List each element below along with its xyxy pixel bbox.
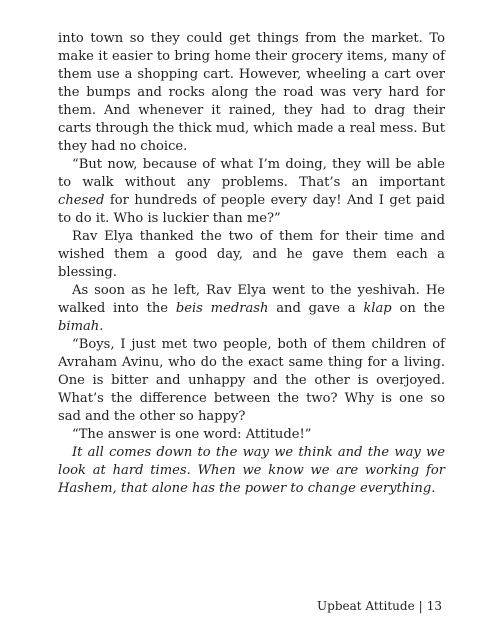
italic-term-bimah: bimah <box>58 319 100 334</box>
text-segment: “The answer is one word: Attitude!” <box>72 427 312 442</box>
text-segment: and gave a <box>268 301 364 316</box>
page-number: 13 <box>426 599 442 613</box>
text-segment: . <box>99 319 104 334</box>
text-segment: As soon as he left, Rav Elya went to the yeshivah. He walked into the <box>58 283 445 316</box>
paragraph-answer-attitude <box>58 426 445 444</box>
paragraph-closing-lesson <box>58 444 445 498</box>
body-text <box>58 30 445 498</box>
italic-term-beis-medrash: beis medrash <box>175 301 269 316</box>
text-segment: Rav Elya thanked the two of them for their time and wished them a good day, and he gave them each a blessing. <box>58 229 445 280</box>
text-segment: “Boys, I just met two people, both of them children of Avraham Avinu, who do the exact same thing for a living. One is bitter and unhappy and the other is overjoyed. What’s the difference between the two? Why is one so sad and the other so happy? <box>58 337 445 424</box>
paragraph-yeshivah <box>58 282 445 336</box>
paragraph-boys-speech <box>58 336 445 426</box>
italic-term-klap: klap <box>363 301 392 316</box>
text-segment: into town so they could get things from the market. To make it easier to bring home their grocery items, many of them use a shopping cart. However, wheeling a cart over the bumps and rocks along the road was very hard for them. And whenever it rained, they had to drag their carts through the thick mud, which made a real mess. But they had no choice. <box>58 31 445 154</box>
paragraph-market-cart <box>58 30 445 156</box>
text-segment: “But now, because of what I’m doing, they will be able to walk without any problems. That’s an important <box>58 157 445 190</box>
paragraph-chesed-quote <box>58 156 445 228</box>
text-segment: on the <box>391 301 445 316</box>
running-title: Upbeat Attitude <box>317 599 415 613</box>
footer-separator: | <box>418 599 423 613</box>
text-segment: It all comes down to the way we think and the way we look at hard times. When we know we are working for Hashem, that alone has the power to change everything. <box>58 445 445 496</box>
italic-term-chesed: chesed <box>58 193 105 208</box>
page-footer <box>317 599 442 613</box>
text-segment: for hundreds of people every day! And I get paid to do it. Who is luckier than me?” <box>58 193 445 226</box>
paragraph-thanks-blessing <box>58 228 445 282</box>
